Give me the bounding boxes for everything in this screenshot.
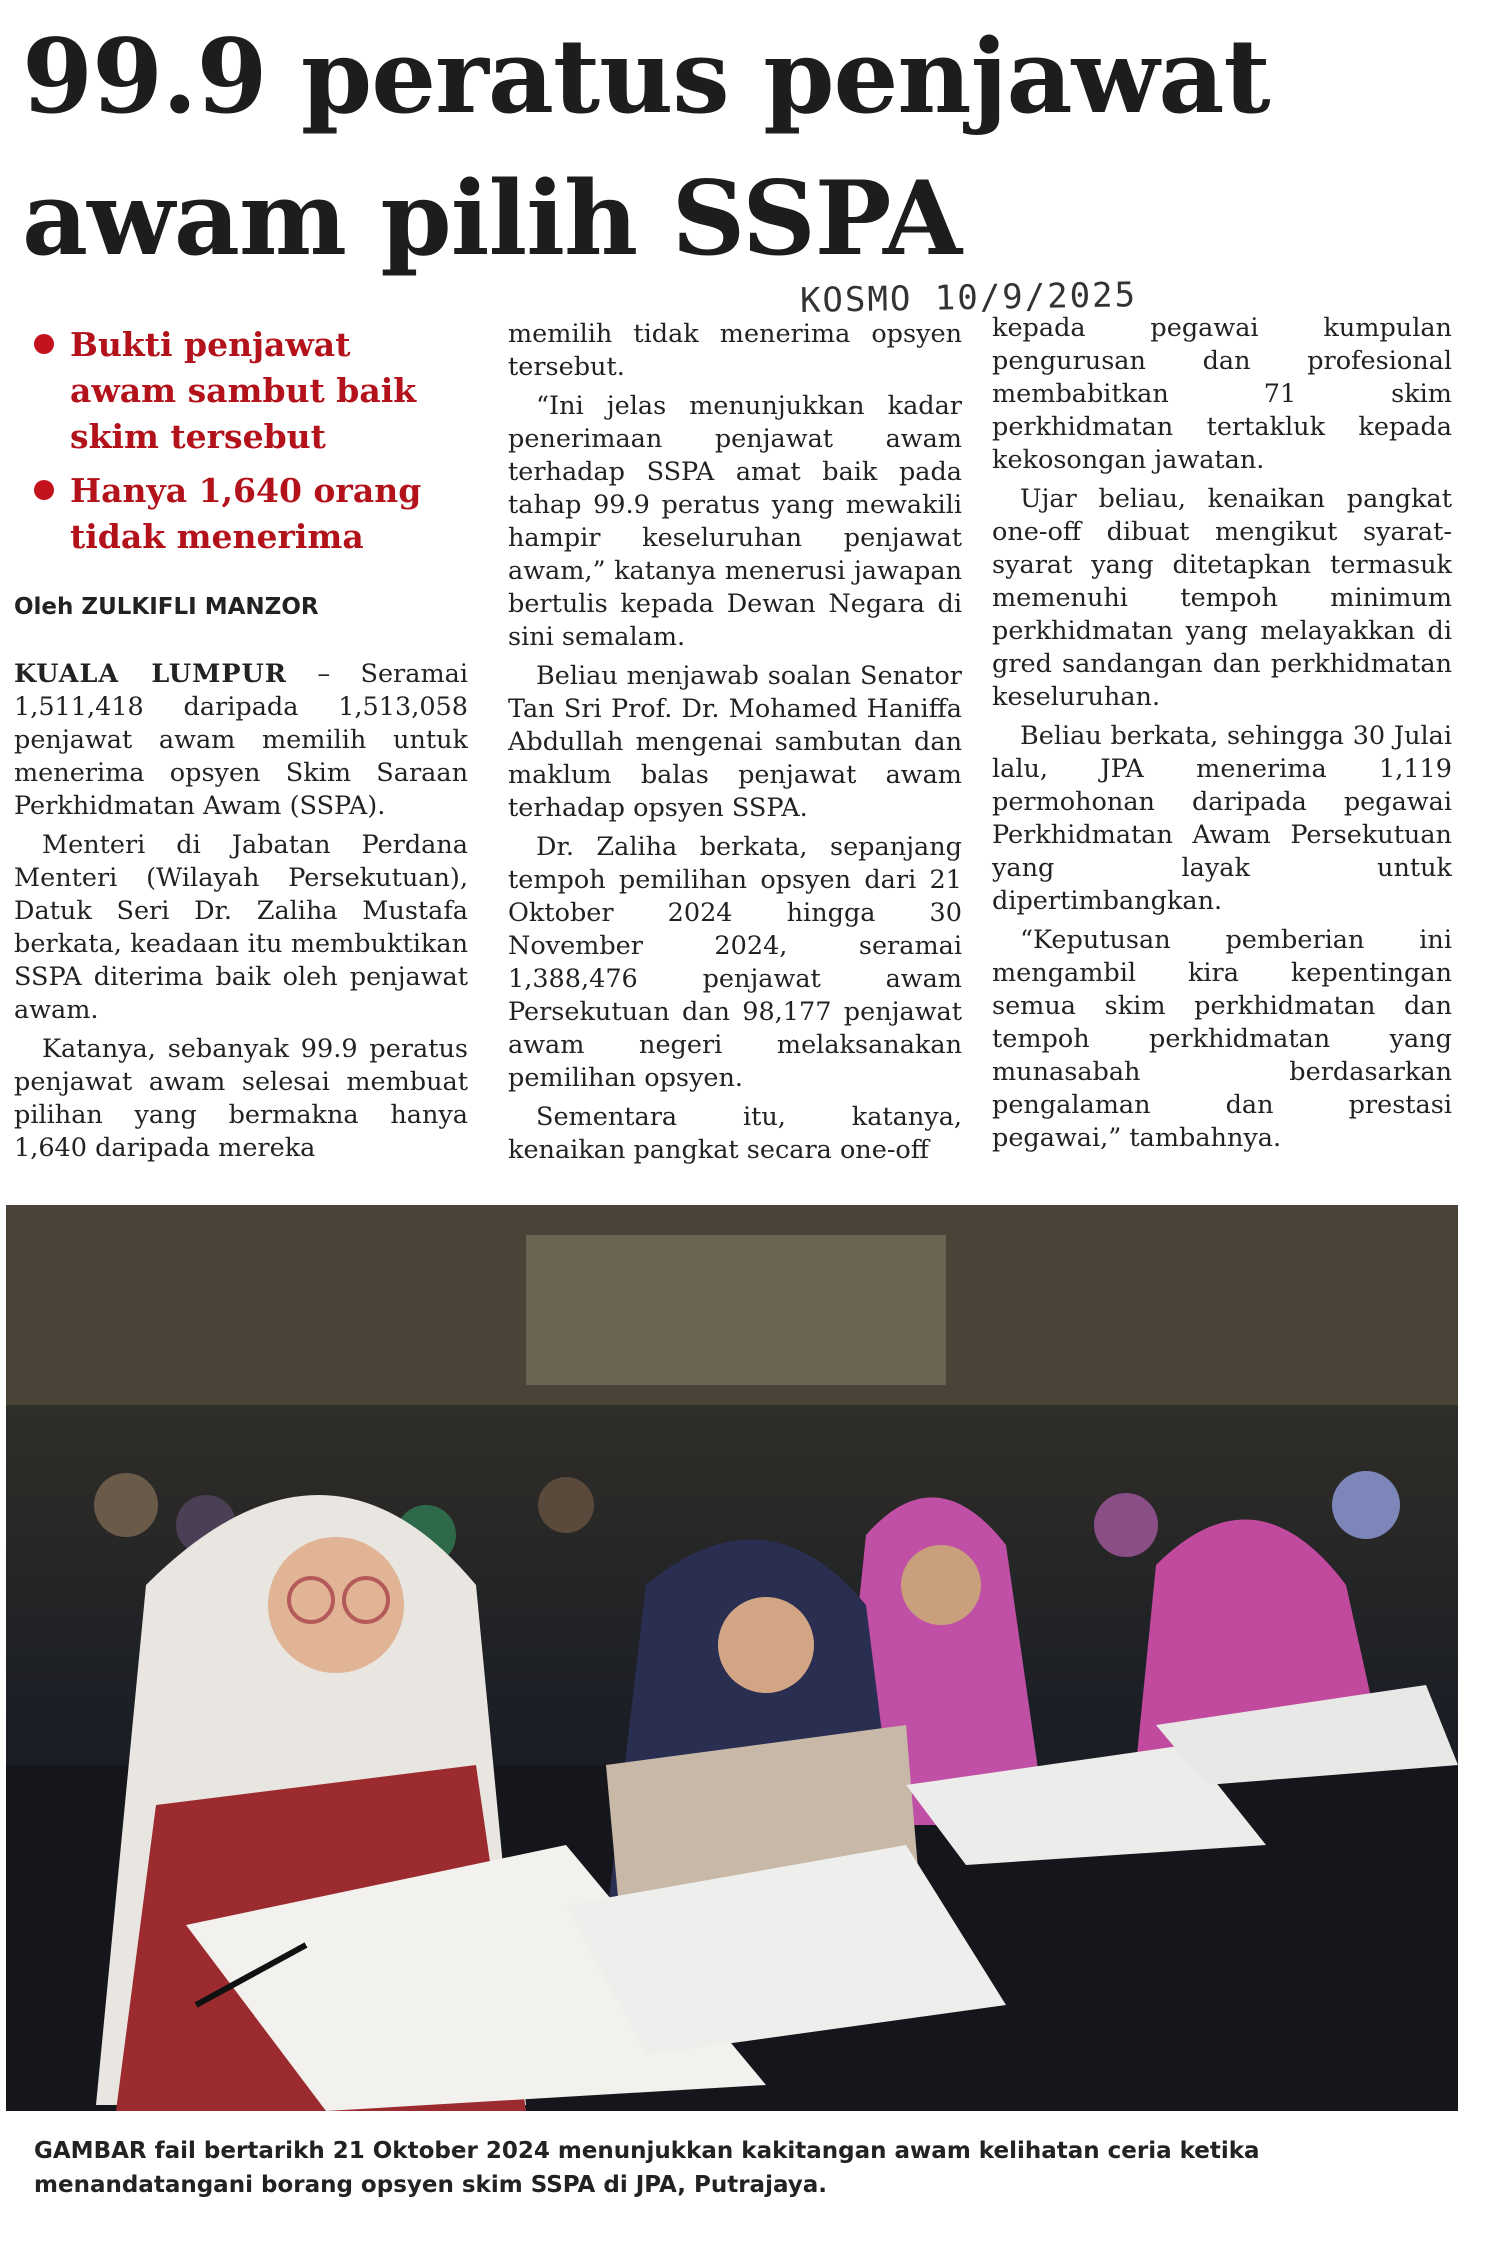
summary-bullets — [30, 322, 450, 568]
back-window — [526, 1235, 946, 1385]
paragraph: KUALA LUMPUR – Seramai 1,511,418 daripada 1,513,058 penjawat awam memilih untuk menerima opsyen Skim Saraan Perkhidmatan Awam (SSPA). — [14, 659, 468, 821]
article-column-1 — [14, 658, 468, 1171]
paragraph: Sementara itu, katanya, kenaikan pangkat secara one-off — [508, 1102, 962, 1165]
face — [901, 1545, 981, 1625]
bullet-dot-icon — [34, 480, 54, 500]
paragraph: “Keputusan pemberian ini mengambil kira kepentingan semua skim perkhidmatan dan tempoh perkhidmatan yang munasabah berdasarkan pengalaman dan prestasi pegawai,” tambahnya. — [992, 925, 1452, 1153]
paragraph: Dr. Zaliha berkata, sepanjang tempoh pemilihan opsyen dari 21 Oktober 2024 hingga 30 November 2024, seramai 1,388,476 penjawat awam Persekutuan dan 98,177 penjawat awam negeri melaksanakan pemilihan opsyen. — [508, 832, 962, 1093]
photo-caption: GAMBAR fail bertarikh 21 Oktober 2024 menunjukkan kakitangan awam kelihatan ceria ketika menandatangani borang opsyen skim SSPA di JPA, Putrajaya. — [34, 2138, 1260, 2198]
photo-illustration — [6, 1205, 1458, 2111]
byline: Oleh ZULKIFLI MANZOR — [14, 594, 319, 620]
paragraph: Beliau berkata, sehingga 30 Julai lalu, JPA menerima 1,119 permohonan daripada pegawai Perkhidmatan Awam Persekutuan yang layak untuk dipertimbangkan. — [992, 721, 1452, 916]
dateline: KUALA LUMPUR — [14, 659, 287, 689]
handwritten-date-note: KOSMO 10/9/2025 — [799, 275, 1138, 321]
summary-bullet: Bukti penjawat awam sambut baik skim tersebut — [30, 322, 450, 460]
news-photo — [6, 1205, 1458, 2111]
summary-bullet: Hanya 1,640 orang tidak menerima — [30, 468, 450, 560]
background-person — [538, 1477, 594, 1533]
headline: 99.9 peratus penjawat awam pilih SSPA — [22, 17, 1270, 279]
article-column-3 — [992, 312, 1452, 1161]
paragraph: kepada pegawai kumpulan pengurusan dan profesional membabitkan 71 skim perkhidmatan tertakluk kepada kekosongan jawatan. — [992, 313, 1452, 475]
paragraph: “Ini jelas menunjukkan kadar penerimaan penjawat awam terhadap SSPA amat baik pada tahap 99.9 peratus yang mewakili hampir keseluruhan penjawat awam,” katanya menerusi jawapan bertulis kepada Dewan Negara di sini semalam. — [508, 391, 962, 652]
paragraph: memilih tidak menerima opsyen tersebut. — [508, 319, 962, 382]
background-person — [1332, 1471, 1400, 1539]
background-person — [1094, 1493, 1158, 1557]
bullet-dot-icon — [34, 334, 54, 354]
article-column-2 — [508, 318, 962, 1173]
face — [718, 1597, 814, 1693]
background-person — [94, 1473, 158, 1537]
paragraph: Beliau menjawab soalan Senator Tan Sri Prof. Dr. Mohamed Haniffa Abdullah mengenai sambutan dan maklum balas penjawat awam terhadap opsyen SSPA. — [508, 661, 962, 823]
paragraph: Menteri di Jabatan Perdana Menteri (Wilayah Persekutuan), Datuk Seri Dr. Zaliha Mustafa berkata, keadaan itu membuktikan SSPA diterima baik oleh penjawat awam. — [14, 830, 468, 1025]
paragraph: Ujar beliau, kenaikan pangkat one-off dibuat mengikut syarat-syarat yang ditetapkan termasuk memenuhi tempoh minimum perkhidmatan yang melayakkan di gred sandangan dan perkhidmatan keseluruhan. — [992, 484, 1452, 712]
paragraph: Katanya, sebanyak 99.9 peratus penjawat awam selesai membuat pilihan yang bermakna hanya 1,640 daripada mereka — [14, 1034, 468, 1163]
